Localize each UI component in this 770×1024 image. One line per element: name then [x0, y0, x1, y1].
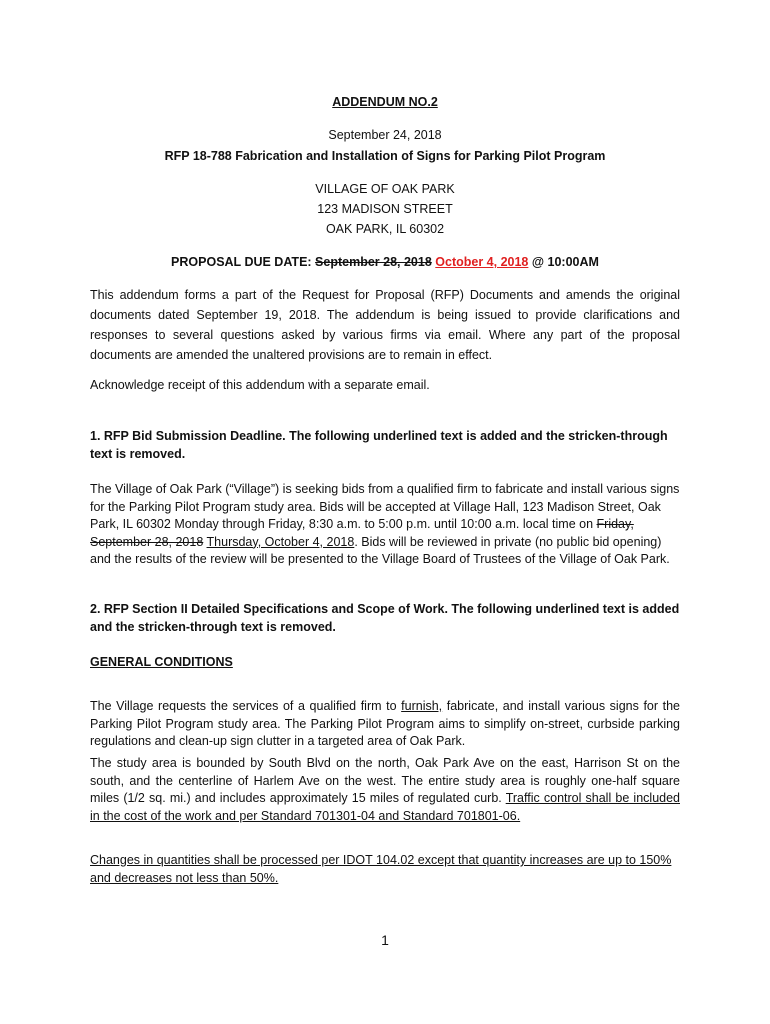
- section1-struck-date: Friday, September 28, 2018: [90, 517, 634, 549]
- addendum-date: September 24, 2018: [328, 128, 442, 142]
- gc-p1-text-b: fabricate, and install various signs for the Parking Pilot Program study area. The Parking Pilot Program aims to simplify on-street, curbside parking regulations and clean-up sign clutter in a targeted area of Oak Park.: [90, 699, 680, 748]
- gc-p3-added: Changes in quantities shall be processed per IDOT 104.02 except that quantity increases are up to 150% and decreases not less than 50%.: [90, 853, 672, 885]
- general-conditions-heading: GENERAL CONDITIONS: [90, 655, 233, 669]
- section1-added-date: Thursday, October 4, 2018: [206, 534, 355, 549]
- addendum-title: ADDENDUM NO.2: [332, 95, 438, 109]
- address-line-2: 123 MADISON STREET: [317, 202, 453, 216]
- page-number: 1: [381, 932, 389, 948]
- gc-p1-text-a: The Village requests the services of a qualified firm to: [90, 699, 402, 713]
- general-conditions-paragraph-2: [90, 755, 680, 825]
- general-conditions-paragraph-1: [90, 698, 680, 751]
- due-date-added: October 4, 2018: [435, 255, 529, 269]
- gc-p1-added: furnish,: [401, 699, 443, 713]
- section1-text-b: . Bids will be reviewed in private (no public bid opening) and the results of the review will be presented to the Village Board of Trustees of the Village of Oak Park.: [90, 534, 670, 566]
- due-date-time: @ 10:00AM: [528, 255, 599, 269]
- address-line-1: VILLAGE OF OAK PARK: [315, 182, 455, 196]
- proposal-due-date: [0, 253, 770, 271]
- gc-p2-text-a: The study area is bounded by South Blvd on the north, Oak Park Ave on the east, Harrison St on the south, and the centerline of Harlem Ave on the west. The entire study area is roughly one-half square miles (1/2 sq. mi.) and includes approximately 15 miles of regulated curb.: [90, 756, 680, 805]
- gc-p2-added: Traffic control shall be included in the cost of the work and per Standard 701301-04 and Standard 701801-06.: [90, 791, 680, 823]
- section1-heading: 1. RFP Bid Submission Deadline. The following underlined text is added and the stricken-through text is removed.: [90, 429, 668, 461]
- acknowledge-text: Acknowledge receipt of this addendum with a separate email.: [90, 378, 430, 392]
- section1-paragraph: [90, 481, 680, 569]
- intro-paragraph: This addendum forms a part of the Request for Proposal (RFP) Documents and amends the original documents dated September 19, 2018. The addendum is being issued to provide clarifications and responses to several questions asked by various firms via email. Where any part of the proposal documents are amended the unaltered provisions are to remain in effect.: [90, 288, 680, 362]
- section1-text-a: The Village of Oak Park (“Village”) is seeking bids from a qualified firm to fabricate and install various signs for the Parking Pilot Program study area. Bids will be accepted at Village Hall, 123 Madison Street, Oak Park, IL 60302 Monday through Friday, 8:30 a.m. to 5:00 p.m. until 10:00 a.m. local time on: [90, 482, 680, 531]
- rfp-title: RFP 18-788 Fabrication and Installation of Signs for Parking Pilot Program: [164, 149, 606, 163]
- general-conditions-paragraph-3: [90, 852, 680, 887]
- address-line-3: OAK PARK, IL 60302: [325, 222, 445, 236]
- section2-heading: 2. RFP Section II Detailed Specifications and Scope of Work. The following underlined text is added and the stricken-through text is removed.: [90, 602, 680, 634]
- due-date-label: PROPOSAL DUE DATE:: [171, 255, 316, 269]
- due-date-removed: September 28, 2018: [315, 255, 432, 269]
